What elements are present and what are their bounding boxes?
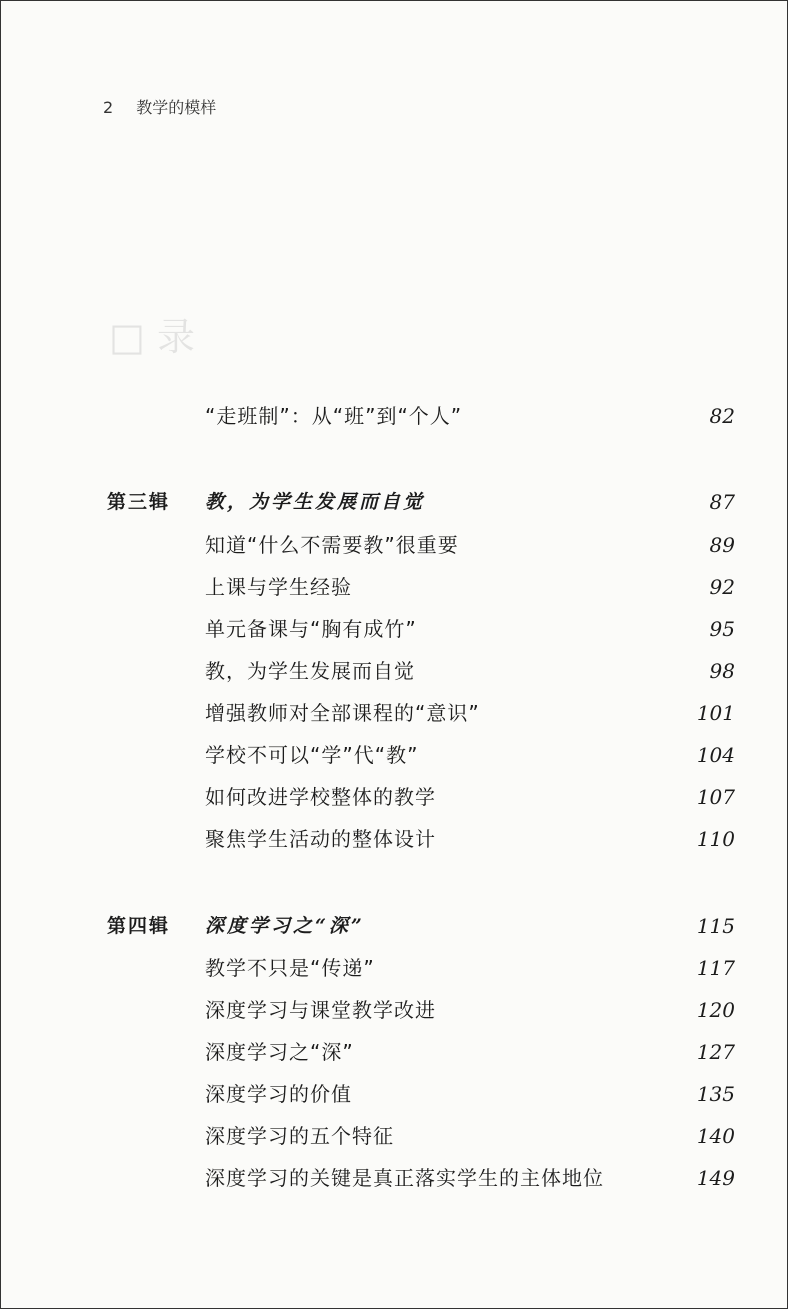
toc-entry-page: 120 bbox=[696, 998, 735, 1022]
section-page: 115 bbox=[696, 914, 735, 938]
show-through-mark: □ 录 bbox=[109, 315, 195, 359]
toc-entry-title: 增强教师对全部课程的“意识” bbox=[205, 701, 480, 725]
toc-entry-page: 82 bbox=[709, 404, 735, 428]
toc-entry bbox=[1, 656, 788, 686]
toc-entry-title: 聚焦学生活动的整体设计 bbox=[205, 827, 436, 851]
toc-entry bbox=[1, 530, 788, 560]
toc-entry-page: 92 bbox=[709, 575, 735, 599]
section-page: 87 bbox=[709, 490, 735, 514]
toc-entry bbox=[1, 572, 788, 602]
toc-entry bbox=[1, 1079, 788, 1109]
toc-section-heading bbox=[1, 487, 788, 517]
toc-entry-page: 135 bbox=[696, 1082, 735, 1106]
toc-entry-page: 149 bbox=[696, 1166, 735, 1190]
toc-entry-page: 107 bbox=[696, 785, 735, 809]
header-book-title: 教学的模样 bbox=[136, 98, 217, 117]
toc-entry-page: 117 bbox=[696, 956, 735, 980]
toc-entry-title: 深度学习的关键是真正落实学生的主体地位 bbox=[205, 1166, 604, 1190]
toc-entry bbox=[1, 698, 788, 728]
toc-entry-page: 127 bbox=[696, 1040, 735, 1064]
toc-entry-title: 单元备课与“胸有成竹” bbox=[205, 617, 417, 641]
toc-entry bbox=[1, 1037, 788, 1067]
toc-entry bbox=[1, 401, 788, 431]
toc-entry bbox=[1, 1121, 788, 1151]
toc-entry-page: 140 bbox=[696, 1124, 735, 1148]
toc-entry-title: 深度学习之“深” bbox=[205, 1040, 354, 1064]
toc-entry-page: 110 bbox=[696, 827, 735, 851]
toc-entry-title: 深度学习与课堂教学改进 bbox=[205, 998, 436, 1022]
toc-entry bbox=[1, 995, 788, 1025]
toc-entry-page: 89 bbox=[709, 533, 735, 557]
toc-entry bbox=[1, 782, 788, 812]
toc-entry bbox=[1, 614, 788, 644]
header-page-number: 2 bbox=[103, 98, 114, 117]
running-header bbox=[103, 95, 216, 118]
section-title: 深度学习之“深” bbox=[205, 915, 365, 937]
toc-entry-title: “走班制”：从“班”到“个人” bbox=[205, 404, 463, 428]
toc-entry-title: 深度学习的价值 bbox=[205, 1082, 352, 1106]
toc-entry-title: 如何改进学校整体的教学 bbox=[205, 785, 436, 809]
toc-entry bbox=[1, 824, 788, 854]
toc-entry-page: 104 bbox=[696, 743, 735, 767]
toc-entry bbox=[1, 953, 788, 983]
section-label: 第三辑 bbox=[107, 491, 171, 513]
toc-entry-title: 深度学习的五个特征 bbox=[205, 1124, 394, 1148]
toc-entry-title: 教，为学生发展而自觉 bbox=[205, 659, 415, 683]
toc-entry-title: 教学不只是“传递” bbox=[205, 956, 375, 980]
toc-entry-title: 知道“什么不需要教”很重要 bbox=[205, 533, 459, 557]
toc-entry-page: 101 bbox=[696, 701, 735, 725]
toc-entry-page: 95 bbox=[709, 617, 735, 641]
toc-entry bbox=[1, 1163, 788, 1193]
toc-entry-title: 上课与学生经验 bbox=[205, 575, 352, 599]
section-label: 第四辑 bbox=[107, 915, 171, 937]
toc-entry-title: 学校不可以“学”代“教” bbox=[205, 743, 419, 767]
toc-entry-page: 98 bbox=[709, 659, 735, 683]
section-title: 教，为学生发展而自觉 bbox=[205, 491, 426, 513]
toc-entry bbox=[1, 740, 788, 770]
toc-section-heading bbox=[1, 911, 788, 941]
